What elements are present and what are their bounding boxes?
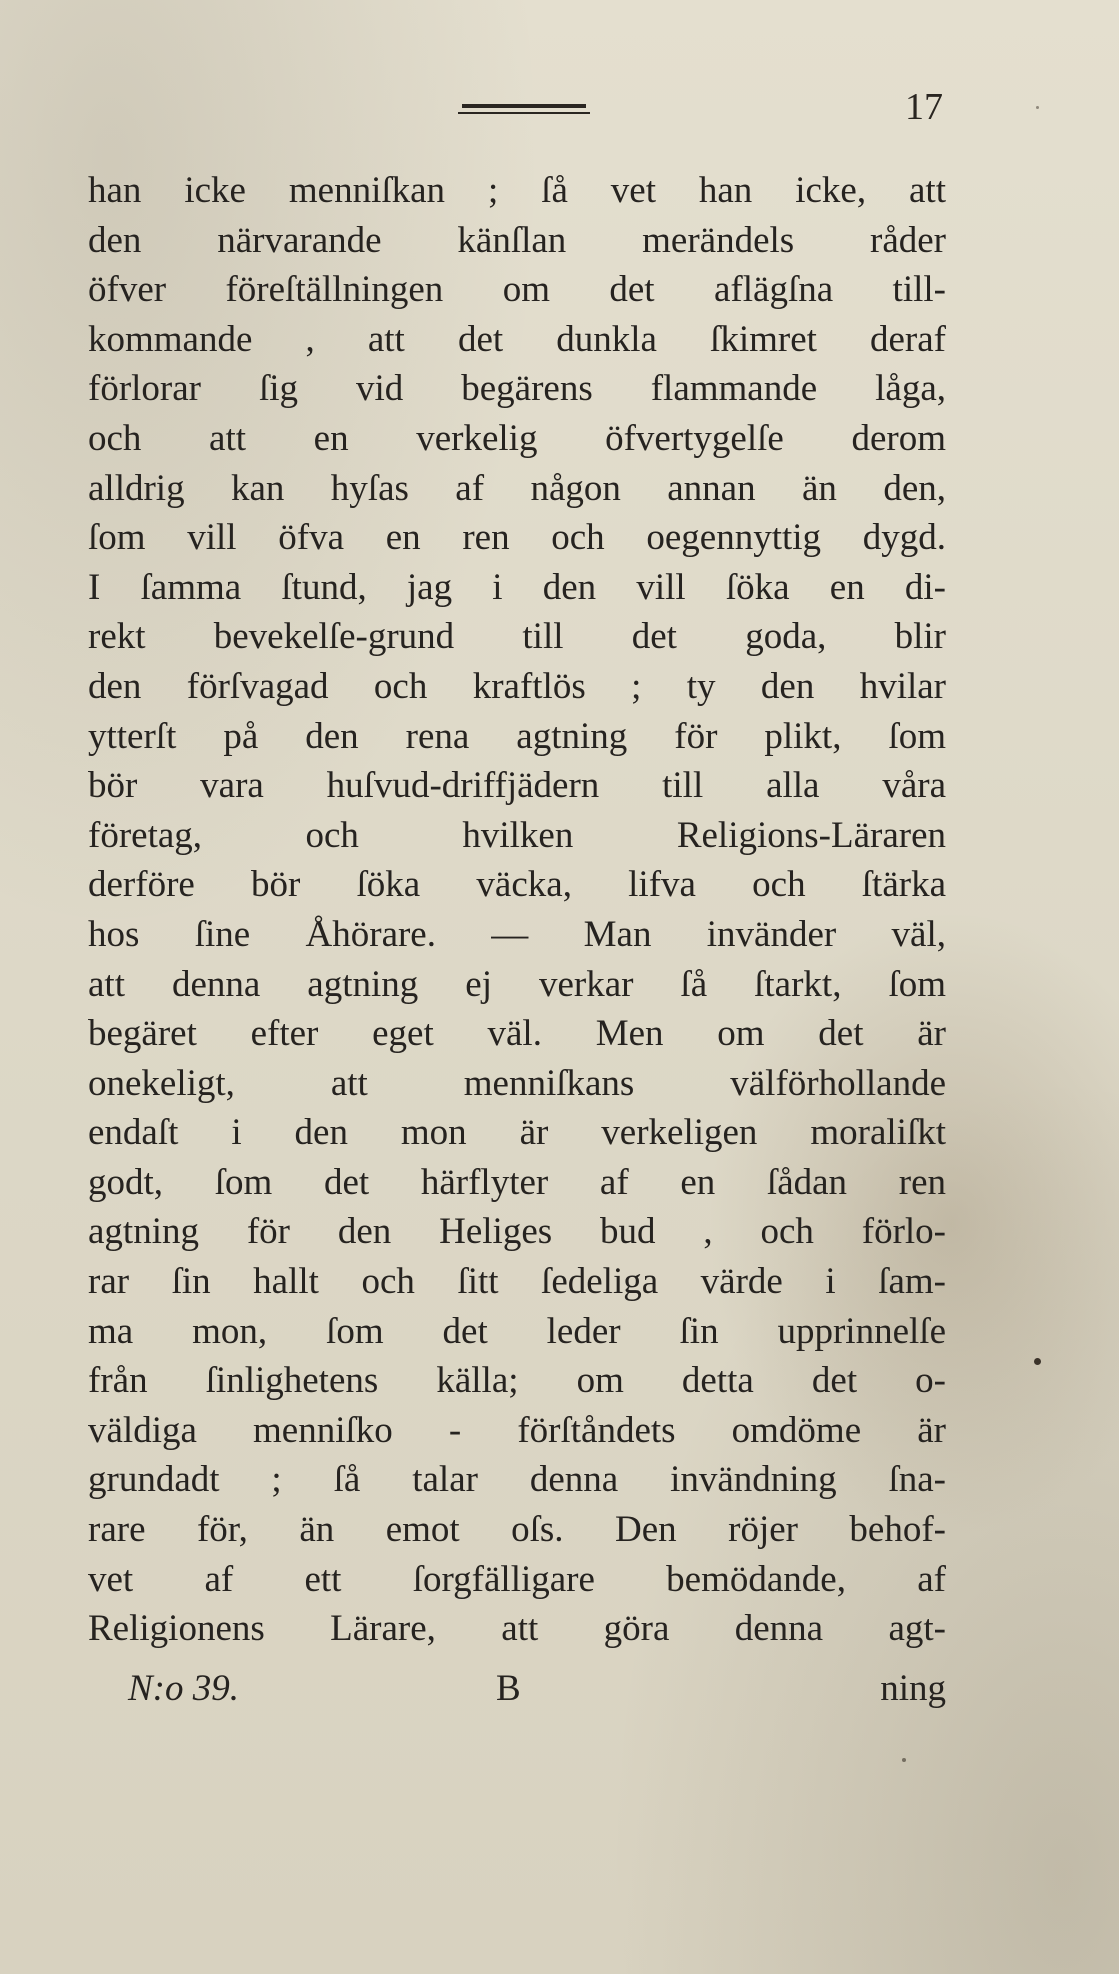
text-line: den förſvagad och kraftlös ; ty den hvilar <box>88 665 946 707</box>
header-rule <box>458 104 590 116</box>
ink-spot <box>1036 106 1039 109</box>
signature-number: N:o 39. <box>128 1668 239 1709</box>
catchword: ning <box>880 1668 946 1709</box>
text-line: rekt bevekelſe-grund till det goda, blir <box>88 616 946 658</box>
text-line: den närvarande känſlan merändels råder <box>88 219 946 261</box>
ink-spot <box>902 1758 906 1762</box>
text-line: ma mon, ſom det leder ſin upprinnelſe <box>88 1310 946 1352</box>
text-line: från ſinlighetens källa; om detta det o- <box>88 1360 946 1402</box>
text-line: bör vara huſvud-driffjädern till alla våra <box>88 765 946 807</box>
ink-spot <box>1034 1358 1041 1365</box>
text-line: onekeligt, att menniſkans välförhollande <box>88 1062 946 1104</box>
text-line: kommande , att det dunkla ſkimret deraf <box>88 318 946 360</box>
header-rule-thick <box>462 104 586 108</box>
text-line: alldrig kan hyſas af någon annan än den, <box>88 467 946 509</box>
text-line: väldiga menniſko - förſtåndets omdöme är <box>88 1409 946 1451</box>
text-line: hos ſine Åhörare. — Man invänder väl, <box>88 913 946 955</box>
text-line: derföre bör ſöka väcka, lifva och ſtärka <box>88 864 946 906</box>
text-line: han icke menniſkan ; ſå vet han icke, att <box>88 170 946 211</box>
text-line: ſom vill öfva en ren och oegennyttig dygd. <box>88 517 946 559</box>
text-line: grundadt ; ſå talar denna invändning ſna- <box>88 1459 946 1501</box>
text-line: Religionens Lärare, att göra denna agt- <box>88 1608 946 1650</box>
text-line: och att en verkelig öfvertygelſe derom <box>88 417 946 459</box>
text-line: vet af ett ſorgfälligare bemödande, af <box>88 1558 946 1600</box>
text-line: rare för, än emot oſs. Den röjer behof- <box>88 1509 946 1551</box>
text-line: förlorar ſig vid begärens flammande låga, <box>88 368 946 410</box>
text-line: rar ſin hallt och ſitt ſedeliga värde i ſam- <box>88 1261 946 1303</box>
text-line: godt, ſom det härflyter af en ſådan ren <box>88 1161 946 1203</box>
page-footer <box>88 1664 946 1714</box>
text-line: I ſamma ſtund, jag i den vill ſöka en di- <box>88 566 946 608</box>
page-number: 17 <box>905 86 943 128</box>
body-text <box>88 166 946 1654</box>
text-line: ytterſt på den rena agtning för plikt, ſom <box>88 715 946 757</box>
text-line: att denna agtning ej verkar ſå ſtarkt, ſom <box>88 963 946 1005</box>
text-line: begäret efter eget väl. Men om det är <box>88 1013 946 1055</box>
header-rule-thin <box>458 112 590 114</box>
text-line: öfver föreſtällningen om det aflägſna till- <box>88 269 946 311</box>
signature-mark: B <box>496 1668 521 1709</box>
text-line: agtning för den Heliges bud , och förlo- <box>88 1211 946 1253</box>
text-line: företag, och hvilken Religions-Läraren <box>88 814 946 856</box>
text-line: endaſt i den mon är verkeligen moraliſkt <box>88 1112 946 1154</box>
